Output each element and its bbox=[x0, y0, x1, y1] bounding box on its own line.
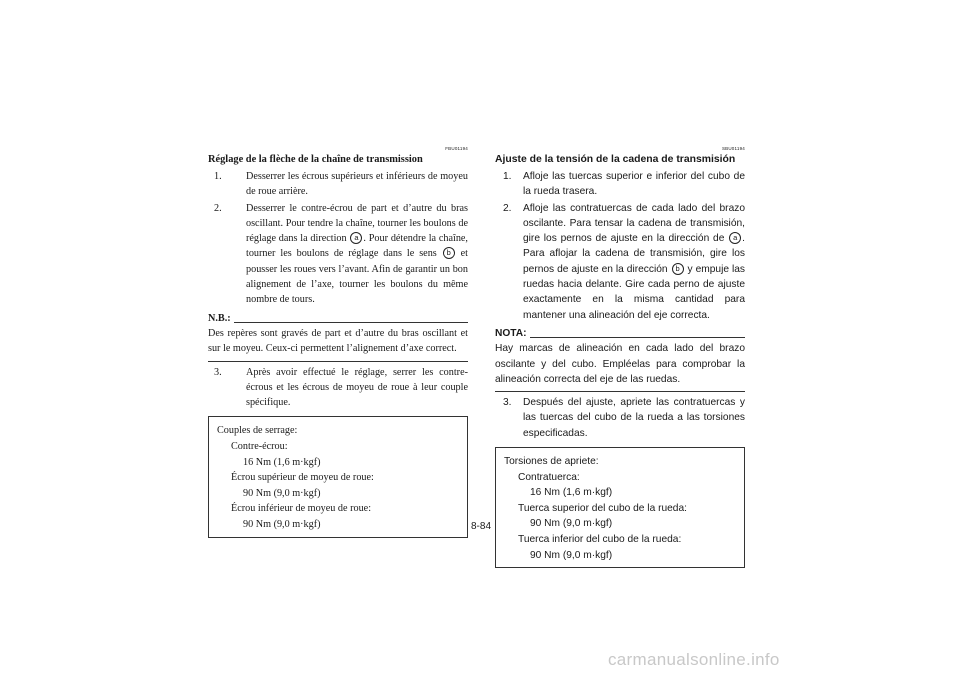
step-item: 1. Afloje las tuercas superior e inferior del cubo de la rueda trasera. bbox=[503, 171, 745, 198]
marker-b-icon: b bbox=[672, 263, 684, 275]
page-number: 8-84 bbox=[471, 521, 492, 532]
note-text: Hay marcas de alineación en cada lado del brazo oscilante y del cubo. Empléelas para comprobar la alineación correcta del eje de las ruedas. bbox=[495, 343, 745, 385]
watermark: carmanualsonline.info bbox=[608, 650, 780, 669]
spanish-column bbox=[495, 146, 745, 568]
steps-list bbox=[495, 395, 745, 441]
torque-value: 90 Nm (9,0 m·kgf) bbox=[530, 518, 613, 530]
torque-label: Contre-écrou: bbox=[231, 441, 288, 453]
torque-box bbox=[208, 416, 468, 537]
torque-title: Couples de serrage: bbox=[217, 425, 298, 437]
section-code: SBU01194 bbox=[721, 146, 745, 151]
section-title: Réglage de la flèche de la chaîne de transmission bbox=[208, 154, 423, 165]
step-item: 2. Desserrer le contre-écrou de part et d’autre du bras oscillant. Pour tendre la chaîne, tourner les boulons de réglage dans la direction a . Pour détendre la chaîne, tourner les boulons de réglage dans le sens b et pousser les roues vers l’avant. Afin de garantir un bon alignement de l’axe, tourner les boulons du même nombre de tours. bbox=[214, 202, 468, 306]
torque-value: 90 Nm (9,0 m·kgf) bbox=[243, 519, 321, 531]
note-label: N.B.: bbox=[208, 312, 231, 324]
torque-box bbox=[495, 447, 745, 568]
section-code: FBU01194 bbox=[445, 146, 468, 151]
torque-label: Écrou inférieur de moyeu de roue: bbox=[231, 503, 372, 515]
steps-list bbox=[495, 169, 745, 323]
french-column bbox=[208, 146, 468, 538]
step-item: 2. Afloje las contratuercas de cada lado del brazo oscilante. Para tensar la cadena de transmisión, gire los pernos de ajuste en la dirección de a . Para aflojar la cadena de transmisión, gire los pernos de ajuste en la dirección b y empuje las ruedas hacia delante. Gire cada perno de ajuste exactamente en la misma cantidad para mantener una alineación del eje correcta. bbox=[503, 202, 745, 321]
torque-label: Contratuerca: bbox=[518, 471, 580, 483]
torque-value: 16 Nm (1,6 m·kgf) bbox=[530, 487, 613, 499]
torque-title: Torsiones de apriete: bbox=[504, 456, 599, 468]
marker-a-icon: a bbox=[350, 232, 362, 244]
torque-value: 16 Nm (1,6 m·kgf) bbox=[243, 456, 321, 468]
torque-label: Écrou supérieur de moyeu de roue: bbox=[231, 472, 374, 484]
note-header bbox=[208, 311, 468, 326]
step-item: 1. Desserrer les écrous supérieurs et inférieurs de moyeu de roue arrière. bbox=[214, 171, 468, 198]
divider bbox=[208, 361, 468, 362]
section-title: Ajuste de la tensión de la cadena de transmisión bbox=[495, 154, 736, 165]
step-item: 3. Después del ajuste, apriete las contratuercas y las tuercas del cubo de la rueda a las torsiones especificadas. bbox=[503, 397, 745, 439]
torque-label: Tuerca inferior del cubo de la rueda: bbox=[518, 534, 682, 546]
marker-b-icon: b bbox=[443, 247, 455, 259]
divider bbox=[234, 322, 468, 323]
note-header bbox=[495, 326, 745, 341]
marker-a-icon: a bbox=[729, 232, 741, 244]
step-item: 3. Après avoir effectué le réglage, serrer les contre-écrous et les écrous de moyeu de roue à leur couple spécifique. bbox=[214, 366, 468, 409]
torque-label: Tuerca superior del cubo de la rueda: bbox=[518, 502, 687, 514]
torque-value: 90 Nm (9,0 m·kgf) bbox=[243, 487, 321, 499]
torque-value: 90 Nm (9,0 m·kgf) bbox=[530, 549, 613, 561]
steps-list bbox=[208, 365, 468, 411]
divider bbox=[530, 337, 746, 338]
steps-list bbox=[208, 169, 468, 308]
note-label: NOTA: bbox=[495, 327, 527, 339]
divider bbox=[495, 391, 745, 392]
note-text: Des repères sont gravés de part et d’autre du bras oscillant et sur le moyeu. Ceux-ci permettent l’alignement d’axe correct. bbox=[208, 327, 468, 355]
